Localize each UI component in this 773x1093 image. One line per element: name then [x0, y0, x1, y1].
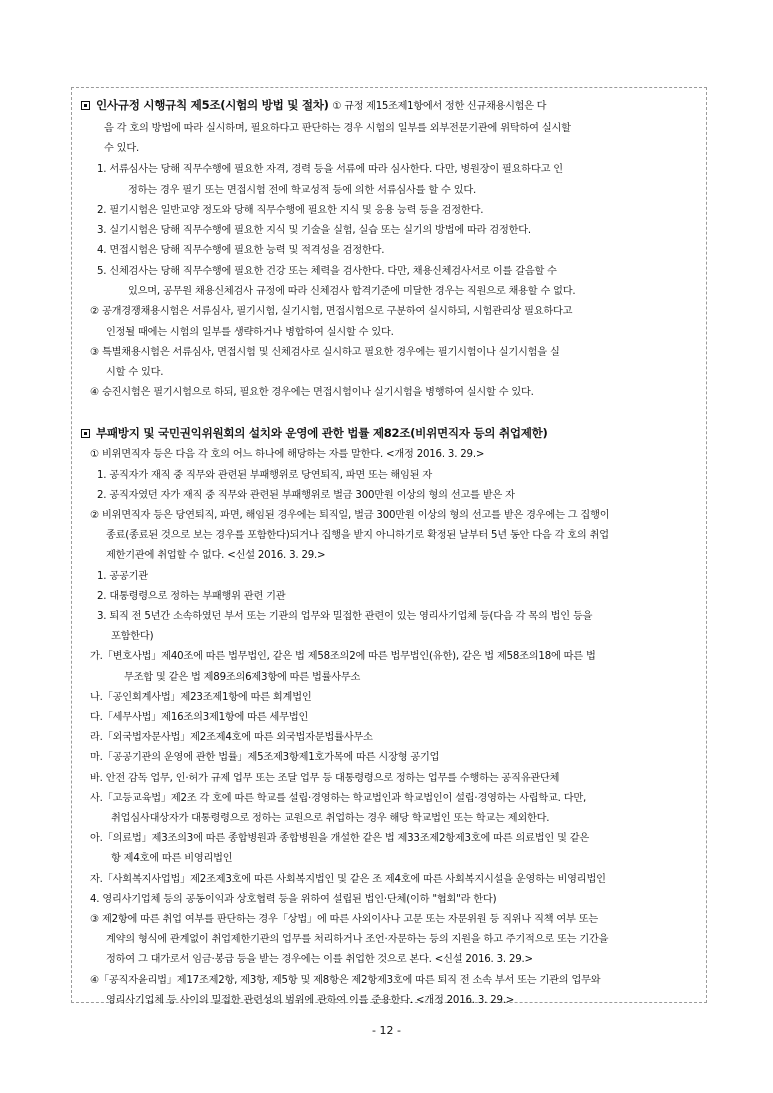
section2-line-20: 항 제4호에 따른 비영리법인 [111, 853, 233, 864]
section2-line-7: 2. 대통령령으로 정하는 부패행위 관련 기관 [97, 591, 286, 602]
section1-line-13: 시할 수 있다. [106, 367, 164, 378]
section1-heading: 인사규정 시행규칙 제5조(시험의 방법 및 절차) [96, 98, 329, 112]
section1-line-14: ④ 승진시험은 필기시험으로 하되, 필요한 경우에는 면접시험이나 실기시험을 병행하여 실시할 수 있다. [90, 387, 534, 398]
section2-line-27: 영리사기업체 등 사이의 밀접한 관련성의 범위에 관하여 이를 준용한다. <개정 2016. 3. 29.> [106, 995, 515, 1006]
section1-line-3: 1. 서류심사는 당해 직무수행에 필요한 자격, 경력 등을 서류에 따라 심사한다. 다만, 병원장이 필요하다고 인 [97, 164, 563, 175]
section2-heading: 부패방지 및 국민권익위원회의 설치와 운영에 관한 법률 제82조(비위면직자 등의 취업제한) [96, 426, 548, 440]
section2-line-8: 3. 퇴직 전 5년간 소속하였던 부서 또는 기관의 업무와 밀접한 관련이 있는 영리사기업체 등(다음 각 목의 법인 등을 [97, 611, 593, 622]
section2-line-13: 다.「세무사법」제16조의3제1항에 따른 세무법인 [90, 712, 309, 723]
section1-line-6: 3. 실기시험은 당해 직무수행에 필요한 지식 및 기술을 실험, 실습 또는 실기의 방법에 따라 검정한다. [97, 225, 531, 236]
section1-line-8: 5. 신체검사는 당해 직무수행에 필요한 건강 또는 체력을 검사한다. 다만, 채용신체검사서로 이를 갈음할 수 [97, 266, 557, 277]
section2-line-10: 가.「변호사법」제40조에 따른 법무법인, 같은 법 제58조의2에 따른 법무법인(유한), 같은 법 제58조의18에 따른 법 [90, 651, 596, 662]
section1-line-10: ② 공개경쟁채용시험은 서류심사, 필기시험, 실기시험, 면접시험으로 구분하여 실시하되, 시험관리상 필요하다고 [90, 306, 573, 317]
section1-line-0: ① 규정 제15조제1항에서 정한 신규채용시험은 다 [332, 101, 547, 112]
section2-heading-line [81, 424, 548, 442]
section2-line-26: ④「공직자윤리법」제17조제2항, 제3항, 제5항 및 제8항은 제2항제3호에 따른 퇴직 전 소속 부서 또는 기관의 업무와 [90, 975, 601, 986]
section1-line-12: ③ 특별채용시험은 서류심사, 면접시험 및 신체검사로 실시하고 필요한 경우에는 필기시험이나 실기시험을 실 [90, 347, 560, 358]
section2-line-4: 종료(종료된 것으로 보는 경우를 포함한다)되거나 집행을 받지 아니하기로 확정된 날부터 5년 동안 다음 각 호의 취업 [106, 530, 609, 541]
section2-line-11: 무조합 및 같은 법 제89조의6제3항에 따른 법률사무소 [124, 672, 361, 683]
section1-line-11: 인정될 때에는 시험의 일부를 생략하거나 병합하여 실시할 수 있다. [106, 327, 394, 338]
section2-line-22: 4. 영리사기업체 등의 공동이익과 상호협력 등을 위하여 설립된 법인·단체(이하 "협회"라 한다) [90, 894, 497, 905]
section2-line-15: 마.「공공기관의 운영에 관한 법률」제5조제3항제1호가목에 따른 시장형 공기업 [90, 752, 440, 763]
section2-line-14: 라.「외국법자문사법」제2조제4호에 따른 외국법자문법률사무소 [90, 732, 373, 743]
page-number: - 12 - [372, 1024, 401, 1037]
section1-line-1: 음 각 호의 방법에 따라 실시하며, 필요하다고 판단하는 경우 시험의 일부를 외부전문기관에 위탁하여 실시할 [104, 123, 571, 134]
section1-heading-line [81, 96, 546, 116]
section2-line-17: 사.「고등교육법」제2조 각 호에 따른 학교를 설립·경영하는 학교법인과 학교법인이 설립·경영하는 사립학교. 다만, [90, 793, 587, 804]
section2-line-9: 포함한다) [111, 631, 154, 642]
section2-line-16: 바. 안전 감독 업무, 인·허가 규제 업무 또는 조달 업무 등 대통령령으로 정하는 업무를 수행하는 공직유관단체 [90, 773, 560, 784]
section2-line-0: ① 비위면직자 등은 다음 각 호의 어느 하나에 해당하는 자를 말한다. <개정 2016. 3. 29.> [90, 449, 485, 460]
square-bullet-icon [81, 429, 90, 438]
section2-line-5: 제한기관에 취업할 수 없다. <신설 2016. 3. 29.> [106, 550, 326, 561]
section2-line-19: 아.「의료법」제3조의3에 따른 종합병원과 종합병원을 개설한 같은 법 제33조제2항제3호에 따른 의료법인 및 같은 [90, 833, 590, 844]
section2-line-6: 1. 공공기관 [97, 571, 148, 582]
section2-line-21: 자.「사회복지사업법」제2조제3호에 따른 사회복지법인 및 같은 조 제4호에 따른 사회복지시설을 운영하는 비영리법인 [90, 874, 606, 885]
section2-line-18: 취업심사대상자가 대통령령으로 정하는 교원으로 취업하는 경우 해당 학교법인 또는 학교는 제외한다. [111, 813, 550, 824]
square-bullet-icon [81, 101, 90, 110]
section2-line-25: 정하여 그 대가로서 임금·봉급 등을 받는 경우에는 이를 취업한 것으로 본다. <신설 2016. 3. 29.> [106, 954, 533, 965]
section2-line-23: ③ 제2항에 따른 취업 여부를 판단하는 경우「상법」에 따른 사외이사나 고문 또는 자문위원 등 직위나 직책 여부 또는 [90, 914, 599, 925]
section1-line-5: 2. 필기시험은 일반교양 정도와 당해 직무수행에 필요한 지식 및 응용 능력 등을 검정한다. [97, 205, 484, 216]
section2-line-12: 나.「공인회계사법」제23조제1항에 따른 회계법인 [90, 692, 312, 703]
section1-line-7: 4. 면접시험은 당해 직무수행에 필요한 능력 및 적격성을 검정한다. [97, 245, 385, 256]
section2-line-1: 1. 공직자가 재직 중 직무와 관련된 부패행위로 당연퇴직, 파면 또는 해임된 자 [97, 470, 433, 481]
section1-line-4: 정하는 경우 필기 또는 면접시험 전에 학교성적 등에 의한 서류심사를 할 수 있다. [128, 185, 477, 196]
section2-line-24: 계약의 형식에 관계없이 취업제한기관의 업무를 처리하거나 조언·자문하는 등의 지원을 하고 주기적으로 또는 기간을 [106, 934, 609, 945]
section1-line-2: 수 있다. [104, 143, 139, 154]
section2-line-2: 2. 공직자였던 자가 재직 중 직무와 관련된 부패행위로 벌금 300만원 이상의 형의 선고를 받은 자 [97, 490, 515, 501]
section1-line-9: 있으며, 공무원 채용신체검사 규정에 따라 신체검사 합격기준에 미달한 경우는 직원으로 채용할 수 없다. [128, 286, 576, 297]
section2-line-3: ② 비위면직자 등은 당연퇴직, 파면, 해임된 경우에는 퇴직일, 벌금 300만원 이상의 형의 선고를 받은 경우에는 그 집행이 [90, 510, 610, 521]
